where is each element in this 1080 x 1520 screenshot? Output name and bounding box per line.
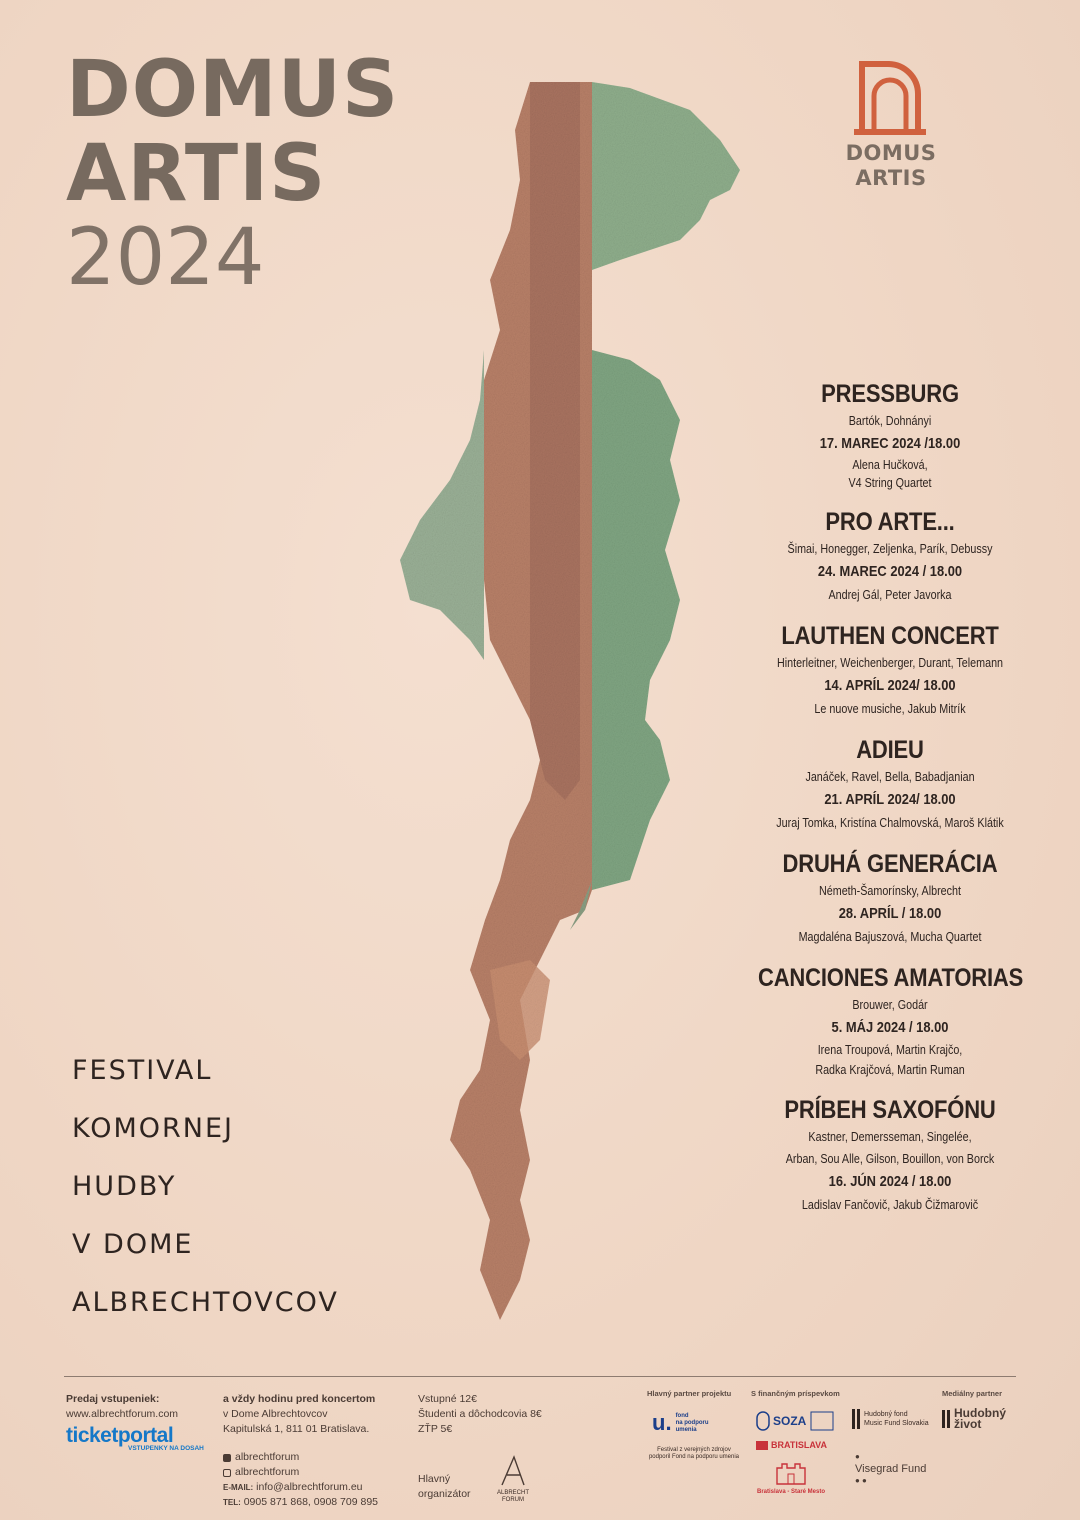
title-year: 2024 (66, 213, 265, 303)
hudobny-zivot-1: Hudobný (954, 1406, 1006, 1420)
soza-logo (756, 1410, 835, 1432)
concert-title: PRÍBEH SAXOFÓNU (784, 1096, 996, 1124)
bratislava-castle-icon (756, 1441, 768, 1450)
fpu-note-1: Festival z verejných zdrojov (657, 1447, 731, 1453)
soza-wordmark: SOZA (773, 1414, 807, 1428)
fpu-note-2: podporil Fond na podporu umenia (648, 1454, 740, 1460)
address: Kapitulská 1, 811 01 Bratislava. (223, 1423, 370, 1435)
concert-title: PRESSBURG (821, 380, 959, 408)
venue-info (223, 1392, 378, 1510)
email: info@albrechtforum.eu (256, 1481, 363, 1493)
email-row[interactable] (223, 1480, 378, 1495)
ticket-sales (66, 1392, 178, 1422)
concert-performers: Irena Troupová, Martin Krajčo, (817, 1043, 963, 1057)
visegrad-dot-icon-2: ● ● (855, 1476, 867, 1485)
fpu-logo (652, 1410, 709, 1436)
domus-artis-logo (836, 56, 946, 190)
concert-item (740, 620, 1040, 720)
main-partner-label: Hlavný partner projektu (647, 1389, 732, 1398)
tel-label: TEL: (223, 1498, 241, 1507)
hudobny-fond-1: Hudobný fond (864, 1411, 908, 1418)
price-full: Vstupné 12€ (418, 1393, 477, 1405)
instagram-row[interactable] (223, 1465, 378, 1480)
concert-title: PRO ARTE... (825, 508, 955, 536)
soza-fund-icon (809, 1410, 835, 1432)
albrecht-a-icon (498, 1455, 528, 1487)
prices (418, 1392, 542, 1437)
logo-text-2: ARTIS (855, 166, 927, 190)
fpu-line-1: fond (675, 1412, 689, 1419)
concert-date: 14. APRÍL 2024/ 18.00 (824, 677, 956, 694)
concert-program (740, 378, 1040, 1230)
festival-line: V DOME (72, 1229, 194, 1260)
media-label: Mediálny partner (942, 1389, 1003, 1398)
logo-text-1: DOMUS (845, 141, 937, 165)
festival-line: ALBRECHTOVCOV (72, 1287, 339, 1318)
albrecht-forum-logo (488, 1455, 538, 1504)
stare-mesto-logo (752, 1460, 830, 1496)
tel-row[interactable] (223, 1495, 378, 1510)
concert-title: CANCIONES AMATORIAS (758, 964, 1024, 992)
concert-item (740, 848, 1040, 948)
stare-mesto-text: Bratislava - Staré Mesto (756, 1489, 826, 1495)
visegrad-dot-icon: ● (855, 1452, 860, 1461)
facebook-handle: albrechtforum (235, 1451, 300, 1463)
concert-date: 24. MAREC 2024 / 18.00 (817, 563, 963, 580)
organizer-label (418, 1472, 471, 1502)
concert-item (740, 506, 1040, 606)
albrecht-line-1: ALBRECHT (496, 1490, 529, 1496)
concert-performers: Andrej Gál, Peter Javorka (828, 588, 952, 602)
concert-performers: Le nuove musiche, Jakub Mitrík (814, 702, 966, 716)
festival-line: FESTIVAL (72, 1055, 213, 1086)
price-reduced: Študenti a dôchodcovia 8€ (418, 1408, 542, 1420)
festival-title (66, 45, 400, 303)
ticketportal-tagline: VSTUPENKY NA DOSAH (128, 1445, 204, 1452)
concert-title: DRUHÁ GENERÁCIA (782, 850, 998, 878)
facebook-icon (223, 1454, 231, 1462)
concert-composers: Brouwer, Godár (852, 998, 928, 1012)
albrecht-line-2: FORUM (502, 1497, 524, 1503)
concert-date: 28. APRÍL / 18.00 (838, 905, 942, 922)
concert-composers: Bartók, Dohnányi (848, 414, 932, 428)
fpu-u-icon: u. (652, 1410, 672, 1435)
organizer-2: organizátor (418, 1488, 471, 1500)
festival-subtitle (72, 1042, 339, 1332)
concert-performers: Juraj Tomka, Kristína Chalmovská, Maroš Klátik (776, 816, 1004, 830)
festival-line: HUDBY (72, 1171, 177, 1202)
concert-item (740, 1094, 1040, 1216)
organizer-1: Hlavný (418, 1473, 451, 1485)
fund-label: S finančným príspevkom (751, 1389, 840, 1398)
concert-date: 16. JÚN 2024 / 18.00 (828, 1173, 952, 1190)
concert-composers: Hinterleitner, Weichenberger, Durant, Telemann (776, 656, 1004, 670)
sales-url[interactable]: www.albrechtforum.com (66, 1408, 179, 1420)
hudobny-zivot-logo (942, 1408, 1006, 1430)
fpu-note (646, 1447, 742, 1461)
concert-performers: Ladislav Fančovič, Jakub Čižmarovič (801, 1198, 979, 1212)
concert-composers: Arban, Sou Alle, Gilson, Bouillon, von Borck (785, 1152, 995, 1166)
ticketportal-logo[interactable] (66, 1424, 204, 1452)
visegrad-fund-logo (855, 1452, 926, 1486)
concert-performers: Radka Krajčová, Martin Ruman (815, 1063, 965, 1077)
hudobny-zivot-2: život (954, 1417, 982, 1431)
instagram-handle: albrechtforum (235, 1466, 300, 1478)
concert-composers: Kastner, Demersseman, Singelée, (808, 1130, 972, 1144)
ticketportal-wordmark: ticketportal (66, 1424, 174, 1447)
concert-title: ADIEU (856, 736, 924, 764)
stare-mesto-crest-icon (774, 1460, 808, 1486)
hudobny-fond-icon (852, 1409, 855, 1429)
footer-divider (64, 1376, 1016, 1377)
instagram-icon (223, 1469, 231, 1477)
hudobny-zivot-icon (942, 1410, 945, 1428)
concert-performers: V4 String Quartet (848, 476, 932, 490)
concert-item (740, 734, 1040, 834)
sales-label: Predaj vstupeniek: (66, 1393, 160, 1405)
hudobny-fond-2: Music Fund Slovakia (864, 1420, 929, 1427)
facebook-row[interactable] (223, 1450, 378, 1465)
title-line-1: DOMUS (66, 45, 400, 135)
fpu-line-2: na podporu (675, 1419, 709, 1426)
concert-title: LAUTHEN CONCERT (781, 622, 999, 650)
tel: 0905 871 868, 0908 709 895 (243, 1496, 378, 1508)
festival-line: KOMORNEJ (72, 1113, 235, 1144)
fresco-artwork (380, 80, 780, 1320)
concert-performers: Magdaléna Bajuszová, Mucha Quartet (798, 930, 982, 944)
concert-date: 5. MÁJ 2024 / 18.00 (831, 1019, 949, 1036)
price-ztp: ZŤP 5€ (418, 1423, 453, 1435)
concert-item (740, 962, 1040, 1080)
concert-item (740, 378, 1040, 492)
hudobny-fond-logo (852, 1409, 929, 1429)
bratislava-logo (756, 1440, 827, 1450)
title-line-2: ARTIS (66, 129, 327, 219)
email-label: E-MAIL: (223, 1483, 254, 1492)
hour-before: a vždy hodinu pred koncertom (223, 1393, 376, 1405)
bratislava-wordmark: BRATISLAVA (771, 1440, 827, 1450)
venue: v Dome Albrechtovcov (223, 1408, 328, 1420)
concert-date: 21. APRÍL 2024/ 18.00 (824, 791, 956, 808)
d-arch-icon (852, 56, 930, 140)
visegrad-text: Visegrad Fund (855, 1463, 927, 1475)
concert-performers: Alena Hučková, (852, 458, 928, 472)
soza-s-icon (756, 1411, 770, 1431)
concert-composers: Janáček, Ravel, Bella, Babadjanian (805, 770, 975, 784)
fpu-line-3: umenia (675, 1426, 697, 1433)
concert-composers: Németh-Šamorínsky, Albrecht (818, 884, 961, 898)
concert-composers: Šimai, Honegger, Zeljenka, Parík, Debussy (787, 542, 993, 556)
concert-date: 17. MAREC 2024 /18.00 (819, 435, 961, 452)
